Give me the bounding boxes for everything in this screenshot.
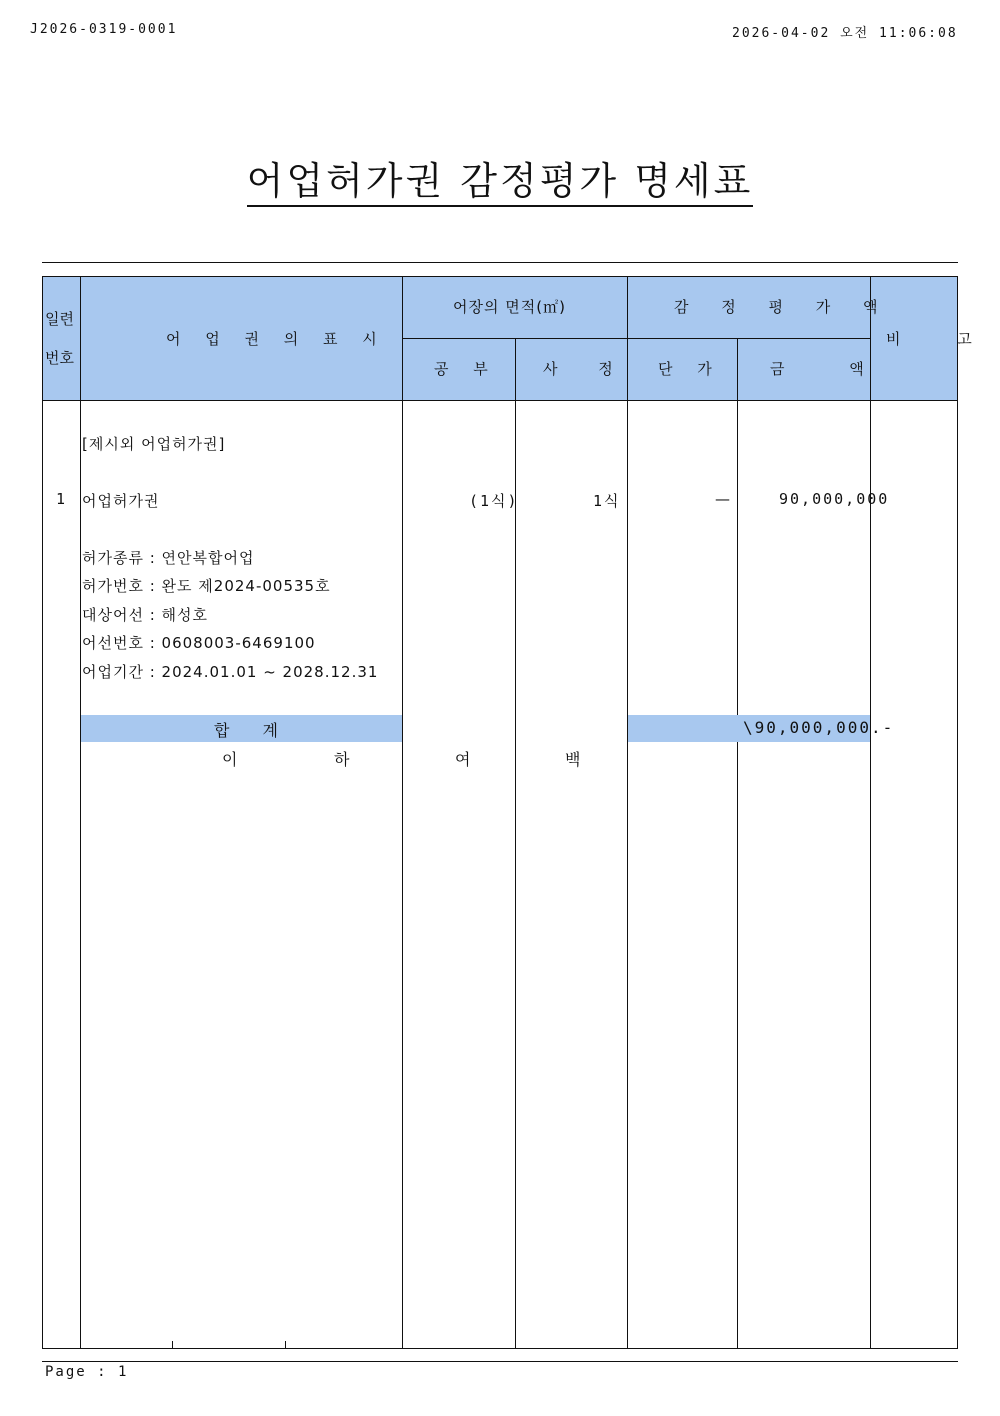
blank-note-4: 백 [565, 750, 582, 769]
header-remarks: 비 고 [886, 330, 998, 348]
header-area-official: 공 부 [434, 360, 498, 378]
footer-rule [42, 1361, 958, 1362]
table-top-rule [42, 262, 958, 263]
header-area: 어장의 면적(㎡) [453, 298, 566, 316]
header-top-border [42, 276, 958, 277]
col-border-5 [737, 338, 738, 1348]
page-number: Page : 1 [45, 1364, 129, 1380]
header-serial-line1: 일련 [45, 310, 74, 328]
col-border-right [957, 276, 958, 1348]
total-label: 합 계 [214, 721, 292, 740]
header-serial-line2: 번호 [45, 349, 74, 367]
row-number: 1 [56, 490, 68, 508]
col-border-4 [627, 276, 628, 1348]
row-area-official: (1식) [469, 492, 519, 510]
row-category: [제시외 어업허가권] [82, 435, 226, 453]
header-mid-border [402, 338, 870, 339]
total-amount: \90,000,000.- [743, 718, 895, 737]
col-border-2 [402, 276, 403, 1348]
title-text: 어업허가권 감정평가 명세표 [247, 159, 754, 207]
print-timestamp: 2026-04-02 오전 11:06:08 [732, 26, 958, 41]
header-display: 어 업 권 의 표 시 [166, 330, 387, 348]
header-unit-price: 단 가 [658, 360, 722, 378]
table-bottom-border [42, 1348, 958, 1349]
row-name: 어업허가권 [82, 492, 160, 510]
blank-note-3: 여 [455, 750, 472, 769]
detail-vessel-number: 어선번호 : 0608003-6469100 [82, 634, 316, 652]
document-id: J2026-0319-0001 [30, 22, 178, 37]
detail-target-vessel: 대상어선 : 해성호 [82, 606, 209, 624]
row-amount: 90,000,000 [779, 490, 890, 508]
header-area-actual: 사 정 [543, 360, 631, 378]
header-appraisal: 감 정 평 가 액 [674, 298, 892, 316]
page-title [0, 150, 1000, 205]
blank-note-2: 하 [334, 750, 351, 769]
header-bottom-border [42, 400, 958, 401]
blank-note-1: 이 [222, 750, 239, 769]
bottom-tick-2 [285, 1341, 286, 1348]
col-border-1 [80, 276, 81, 1348]
col-border-6 [870, 276, 871, 1348]
detail-license-number: 허가번호 : 완도 제2024-00535호 [82, 577, 331, 595]
row-unit-price: — [715, 490, 731, 508]
bottom-tick-1 [172, 1341, 173, 1348]
detail-license-type: 허가종류 : 연안복합어업 [82, 549, 255, 567]
header-amount: 금 액 [770, 360, 894, 378]
col-border-left [42, 276, 43, 1348]
detail-fishing-period: 어업기간 : 2024.01.01 ~ 2028.12.31 [82, 663, 379, 681]
row-area-actual: 1식 [593, 492, 621, 510]
